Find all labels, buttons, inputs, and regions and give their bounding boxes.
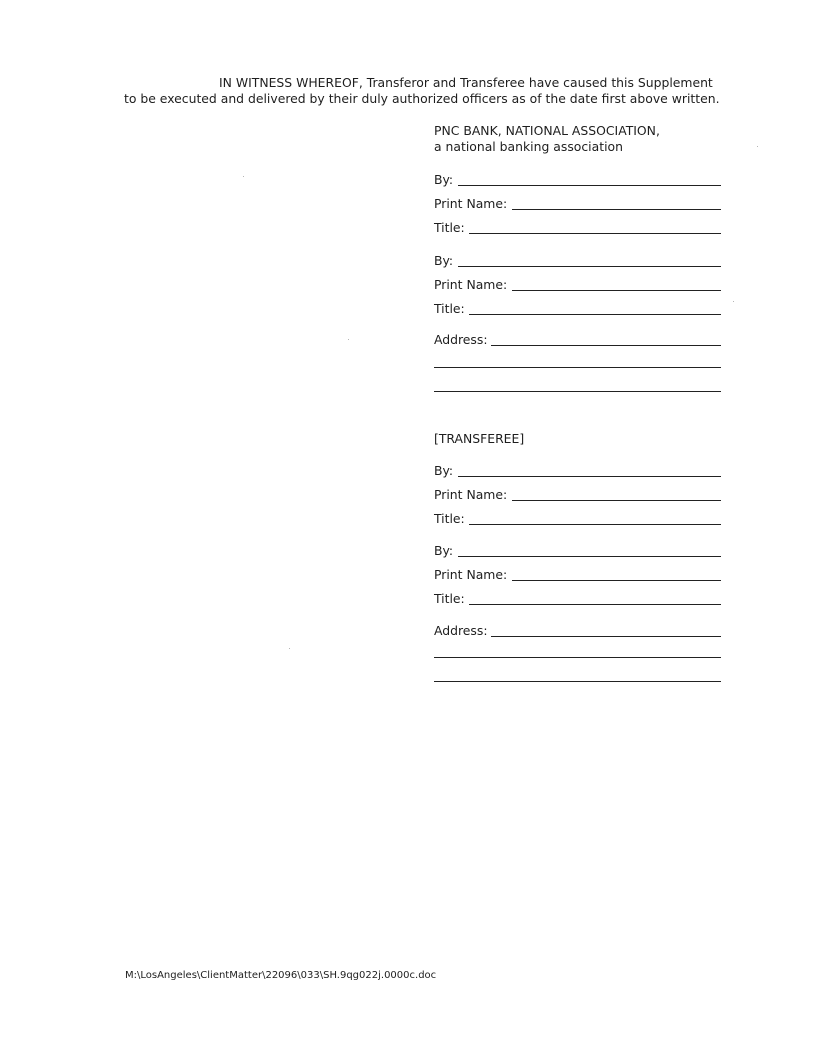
party1-address-line-2 [434,367,721,368]
title-line [469,233,721,234]
party2-signer1-by-field [434,462,721,482]
scan-speck [243,176,244,177]
by-signature-line [458,185,721,186]
print-name-label: Print Name: [434,567,508,582]
by-signature-line [458,266,721,267]
party2-name: [TRANSFEREE] [434,431,525,446]
party1-signer1-by-field [434,171,721,191]
party2-signer2-title-field [434,590,721,610]
party2-address-line-2 [434,657,721,658]
address-label: Address: [434,623,488,638]
address-line [491,345,721,346]
print-name-line [512,580,721,581]
title-label: Title: [434,220,465,235]
print-name-line [512,290,721,291]
party1-signer1-print-name-field [434,195,721,215]
address-line [491,636,721,637]
party2-address-field [434,622,721,642]
party1-signer2-by-field [434,252,721,272]
party1-signer2-print-name-field [434,276,721,296]
by-label: By: [434,172,454,187]
party2-signer1-title-field [434,510,721,530]
party2-signer1-print-name-field [434,486,721,506]
scan-speck [733,301,734,302]
by-label: By: [434,463,454,478]
title-line [469,314,721,315]
title-label: Title: [434,511,465,526]
witness-clause-line-1: IN WITNESS WHEREOF, Transferor and Transferee have caused this Supplement [219,75,713,90]
address-label: Address: [434,332,488,347]
by-label: By: [434,543,454,558]
party2-signer2-by-field [434,542,721,562]
by-signature-line [458,476,721,477]
print-name-label: Print Name: [434,487,508,502]
party1-signer2-title-field [434,300,721,320]
scan-speck [348,339,349,340]
party1-address-line-3 [434,391,721,392]
print-name-line [512,500,721,501]
party1-address-field [434,331,721,351]
by-signature-line [458,556,721,557]
print-name-label: Print Name: [434,277,508,292]
scan-speck [757,146,758,147]
witness-clause-line-2: to be executed and delivered by their duly authorized officers as of the date first above written. [124,91,720,106]
title-label: Title: [434,591,465,606]
document-file-path: M:\LosAngeles\ClientMatter\22096\033\SH.9qg022j.0000c.doc [125,970,437,981]
print-name-line [512,209,721,210]
by-label: By: [434,253,454,268]
title-line [469,524,721,525]
print-name-label: Print Name: [434,196,508,211]
party1-name: PNC BANK, NATIONAL ASSOCIATION, [434,123,660,138]
title-line [469,604,721,605]
party1-signer1-title-field [434,219,721,239]
party2-address-line-3 [434,681,721,682]
party1-description: a national banking association [434,139,623,154]
scan-speck [289,648,290,649]
title-label: Title: [434,301,465,316]
party2-signer2-print-name-field [434,566,721,586]
